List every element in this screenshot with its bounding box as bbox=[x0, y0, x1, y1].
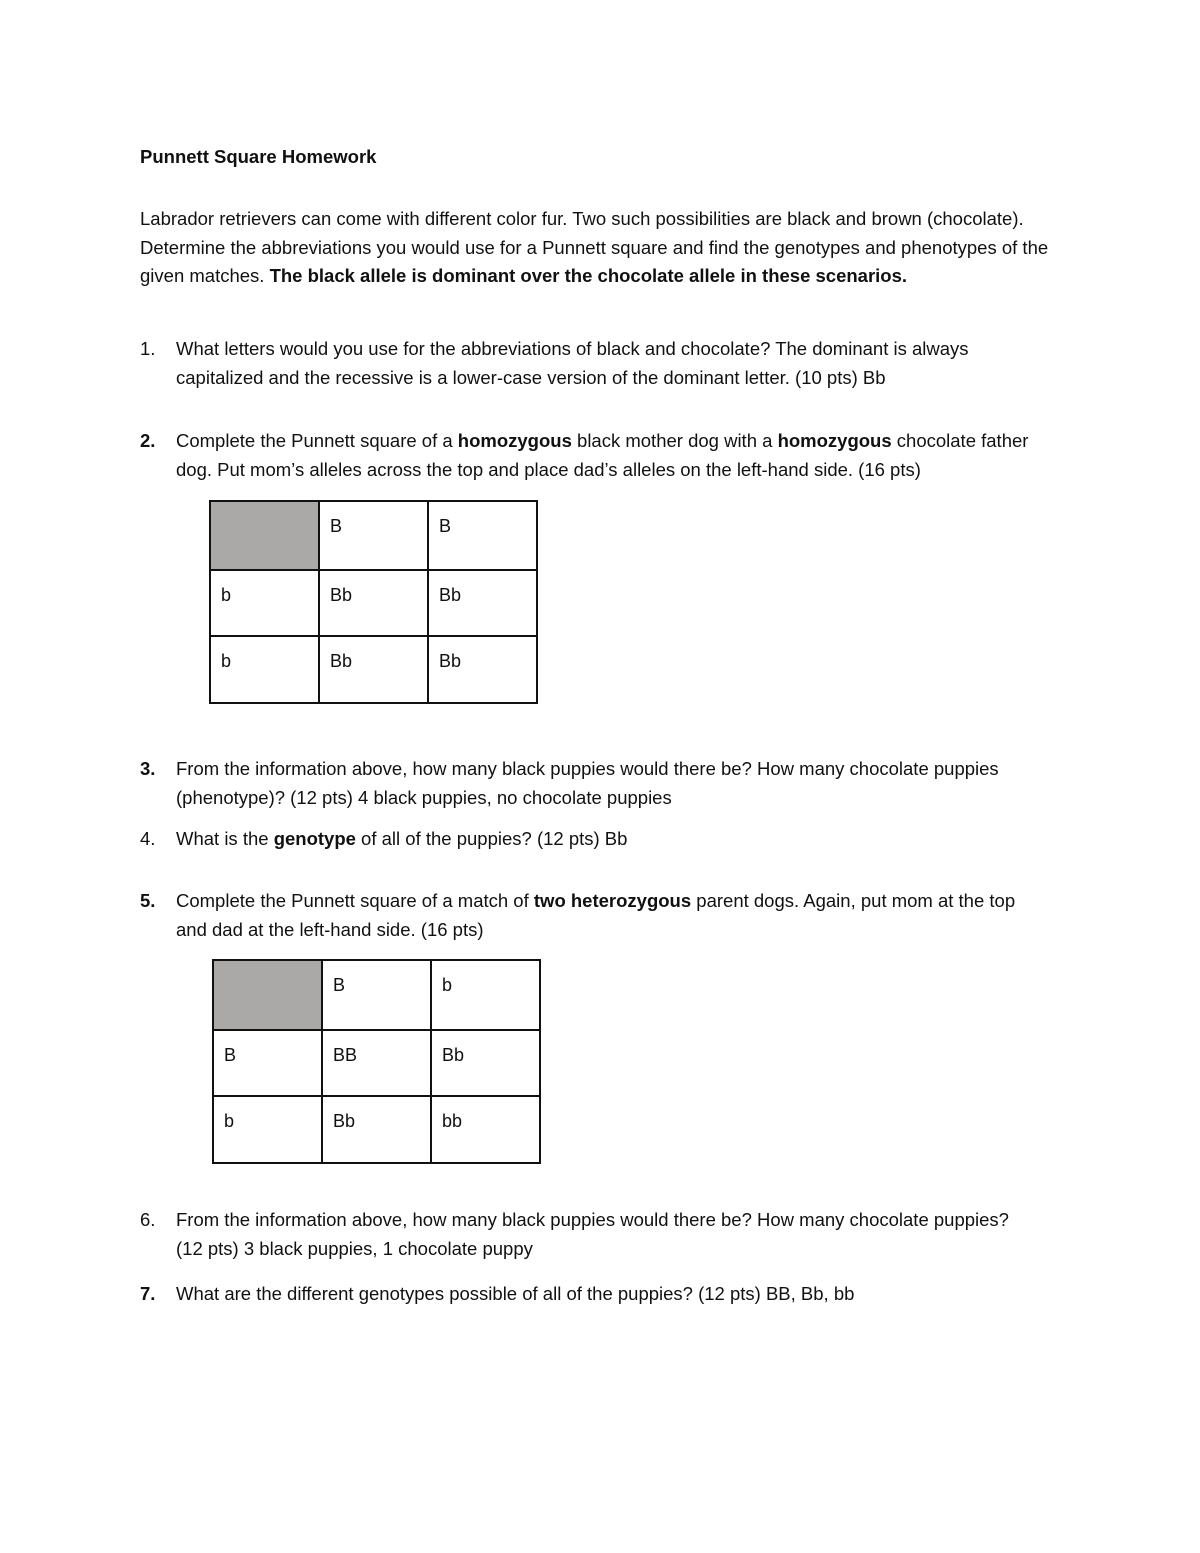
question-text: From the information above, how many black puppies would there be? How many chocolate puppies? (12 pts) 3 black puppies, 1 chocolate puppy bbox=[176, 1209, 1009, 1259]
question-5 bbox=[140, 887, 1040, 944]
question-number: 4. bbox=[140, 828, 156, 849]
question-number: 3. bbox=[140, 758, 156, 779]
text-run: chocolate father dog. Put mom’s alleles across the top and place dad’s alleles on the left-hand side. (16 pts) bbox=[176, 430, 1029, 480]
text-run: black mother dog with a bbox=[571, 430, 778, 451]
punnett-header-row bbox=[213, 960, 540, 1030]
text-run: Complete the Punnett square of a match of bbox=[176, 890, 534, 911]
punnett-cell: bb bbox=[431, 1096, 540, 1163]
punnett-left-allele: b bbox=[210, 570, 319, 636]
question-1 bbox=[140, 335, 1040, 392]
punnett-top-allele: b bbox=[431, 960, 540, 1030]
punnett-top-allele: B bbox=[428, 501, 537, 570]
question-text bbox=[176, 887, 1040, 944]
punnett-cell: Bb bbox=[431, 1030, 540, 1096]
question-text: What are the different genotypes possible of all of the puppies? (12 pts) BB, Bb, bb bbox=[176, 1283, 855, 1304]
question-3 bbox=[140, 755, 1040, 812]
question-text bbox=[176, 427, 1040, 484]
question-text bbox=[176, 825, 1040, 854]
question-number: 1. bbox=[140, 338, 156, 359]
punnett-header-row bbox=[210, 501, 537, 570]
punnett-row bbox=[210, 570, 537, 636]
punnett-cell: Bb bbox=[428, 636, 537, 703]
question-number: 7. bbox=[140, 1283, 156, 1304]
question-7 bbox=[140, 1280, 1040, 1309]
punnett-row bbox=[213, 1030, 540, 1096]
punnett-top-allele: B bbox=[322, 960, 431, 1030]
question-4 bbox=[140, 825, 1040, 854]
punnett-cell: Bb bbox=[319, 636, 428, 703]
intro-text: Labrador retrievers can come with different color fur. Two such possibilities are black and brown (chocolate). Determine the abbreviations you would use for a Punnett square and find the genotypes and phenotypes of the given matches. bbox=[140, 208, 1049, 286]
punnett-cell: Bb bbox=[322, 1096, 431, 1163]
punnett-corner-cell bbox=[210, 501, 319, 570]
text-run: What is the bbox=[176, 828, 274, 849]
punnett-row bbox=[210, 636, 537, 703]
bold-term: homozygous bbox=[777, 430, 892, 451]
question-text: What letters would you use for the abbreviations of black and chocolate? The dominant is always capitalized and the recessive is a lower-case version of the dominant letter. (10 pts) Bb bbox=[176, 338, 969, 388]
punnett-cell: Bb bbox=[428, 570, 537, 636]
bold-term: two heterozygous bbox=[533, 890, 692, 911]
question-number: 5. bbox=[140, 890, 156, 911]
bold-term: homozygous bbox=[457, 430, 572, 451]
page-title: Punnett Square Homework bbox=[140, 146, 377, 167]
punnett-square-1 bbox=[209, 500, 538, 704]
text-run: of all of the puppies? (12 pts) Bb bbox=[355, 828, 628, 849]
punnett-cell: BB bbox=[322, 1030, 431, 1096]
text-run: parent dogs. Again, put mom at the top and dad at the left-hand side. (16 pts) bbox=[176, 890, 1016, 940]
question-2 bbox=[140, 427, 1040, 484]
bold-term: genotype bbox=[273, 828, 356, 849]
intro-paragraph bbox=[140, 205, 1060, 291]
punnett-left-allele: B bbox=[213, 1030, 322, 1096]
punnett-row bbox=[213, 1096, 540, 1163]
punnett-left-allele: b bbox=[213, 1096, 322, 1163]
intro-bold-text: The black allele is dominant over the chocolate allele in these scenarios. bbox=[269, 265, 908, 286]
question-number: 2. bbox=[140, 430, 156, 451]
punnett-top-allele: B bbox=[319, 501, 428, 570]
punnett-left-allele: b bbox=[210, 636, 319, 703]
text-run: Complete the Punnett square of a bbox=[176, 430, 458, 451]
question-6 bbox=[140, 1206, 1040, 1263]
question-text: From the information above, how many black puppies would there be? How many chocolate puppies (phenotype)? (12 pts) 4 black puppies, no chocolate puppies bbox=[176, 758, 999, 808]
punnett-corner-cell bbox=[213, 960, 322, 1030]
punnett-cell: Bb bbox=[319, 570, 428, 636]
punnett-square-2 bbox=[212, 959, 541, 1164]
question-number: 6. bbox=[140, 1209, 156, 1230]
